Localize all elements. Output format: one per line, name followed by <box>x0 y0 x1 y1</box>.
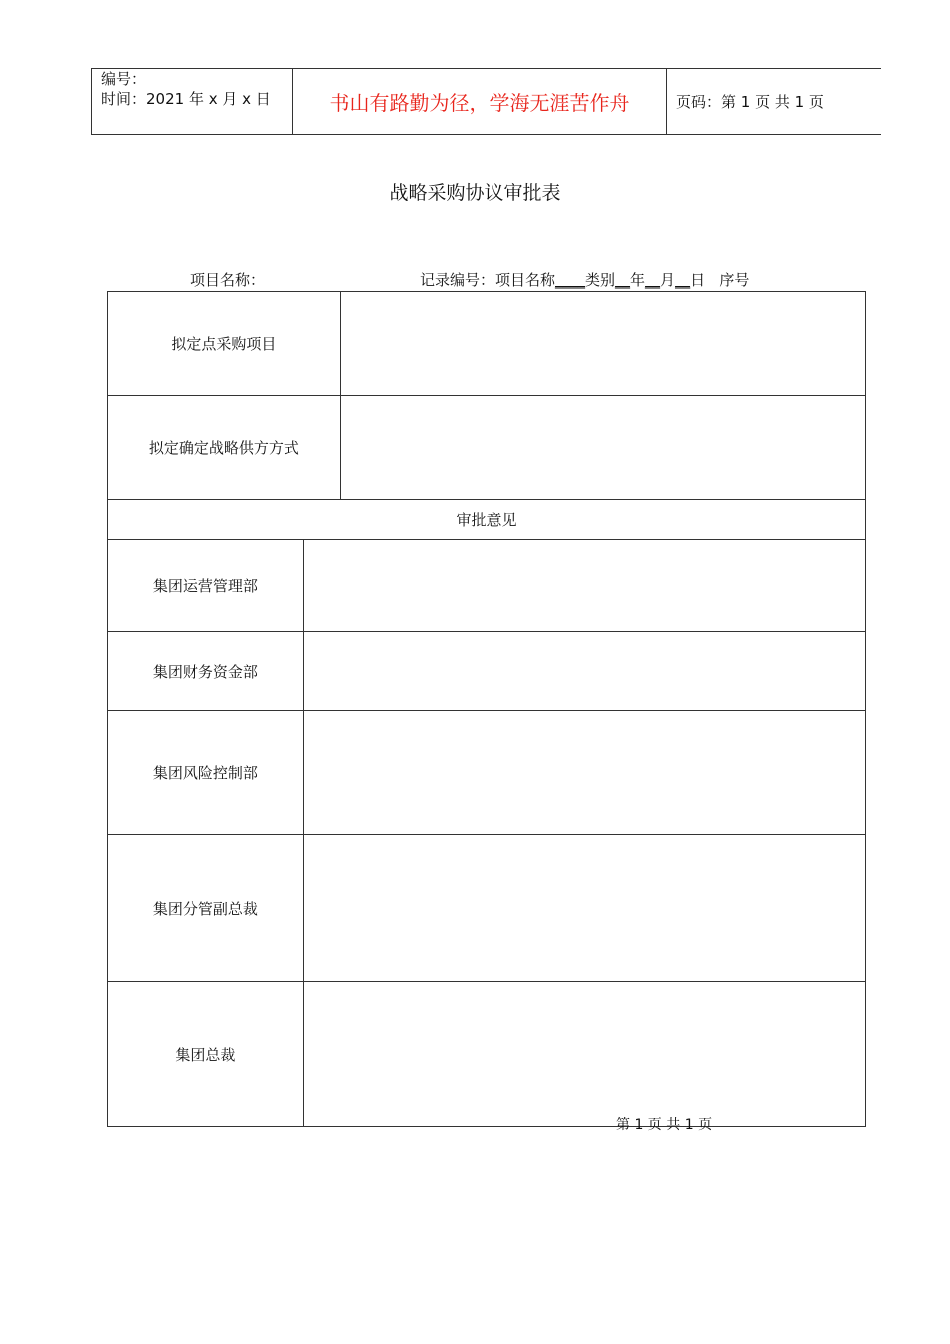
record-number-line <box>420 269 749 290</box>
blank-month: __ <box>675 271 691 289</box>
project-name-label: 项目名称： <box>190 271 266 289</box>
approval-header: 审批意见 <box>108 500 866 540</box>
vp-opinion-cell[interactable] <box>303 835 865 982</box>
time-line: 时间：2021 年 x 月 x 日 <box>101 90 271 108</box>
doc-number-label: 编号： <box>101 70 147 88</box>
blank-category: __ <box>615 271 631 289</box>
blank-year: __ <box>645 271 661 289</box>
president-opinion-cell[interactable] <box>303 982 865 1127</box>
header-left-cell <box>92 69 293 134</box>
table-row <box>108 835 866 982</box>
year-label: 年 <box>630 271 646 289</box>
president-label: 集团总裁 <box>108 982 304 1127</box>
header-motto-cell <box>293 69 667 134</box>
header-page-cell <box>667 69 882 134</box>
sequence-label: 序号 <box>719 271 750 289</box>
ops-dept-label: 集团运营管理部 <box>108 540 304 632</box>
risk-dept-label: 集团风险控制部 <box>108 711 304 835</box>
category-label: 类别 <box>585 271 616 289</box>
motto-text: 书山有路勤为径，学海无涯苦作舟 <box>329 91 630 115</box>
risk-dept-opinion-cell[interactable] <box>303 711 865 835</box>
record-label: 记录编号：项目名称 <box>420 271 556 289</box>
table-row <box>108 500 866 540</box>
blank-project: ____ <box>555 271 586 289</box>
finance-dept-opinion-cell[interactable] <box>303 632 865 711</box>
vp-label: 集团分管副总裁 <box>108 835 304 982</box>
table-row <box>108 540 866 632</box>
proposed-supplier-label: 拟定确定战略供方方式 <box>108 396 341 500</box>
day-label: 日 <box>690 271 706 289</box>
month-label: 月 <box>660 271 676 289</box>
proposed-item-value-cell[interactable] <box>340 292 865 396</box>
finance-dept-label: 集团财务资金部 <box>108 632 304 711</box>
document-header <box>91 68 881 135</box>
page-title: 战略采购协议审批表 <box>389 182 561 204</box>
table-row <box>108 396 866 500</box>
table-row <box>108 292 866 396</box>
ops-dept-opinion-cell[interactable] <box>303 540 865 632</box>
proposed-supplier-value-cell[interactable] <box>340 396 865 500</box>
table-row <box>108 711 866 835</box>
approval-form-table <box>107 291 866 1127</box>
page-footer: 第 1 页 共 1 页 <box>616 1117 713 1133</box>
table-row <box>108 632 866 711</box>
page-indicator: 页码：第 1 页 共 1 页 <box>676 93 824 111</box>
table-row <box>108 982 866 1127</box>
proposed-item-label: 拟定点采购项目 <box>108 292 341 396</box>
